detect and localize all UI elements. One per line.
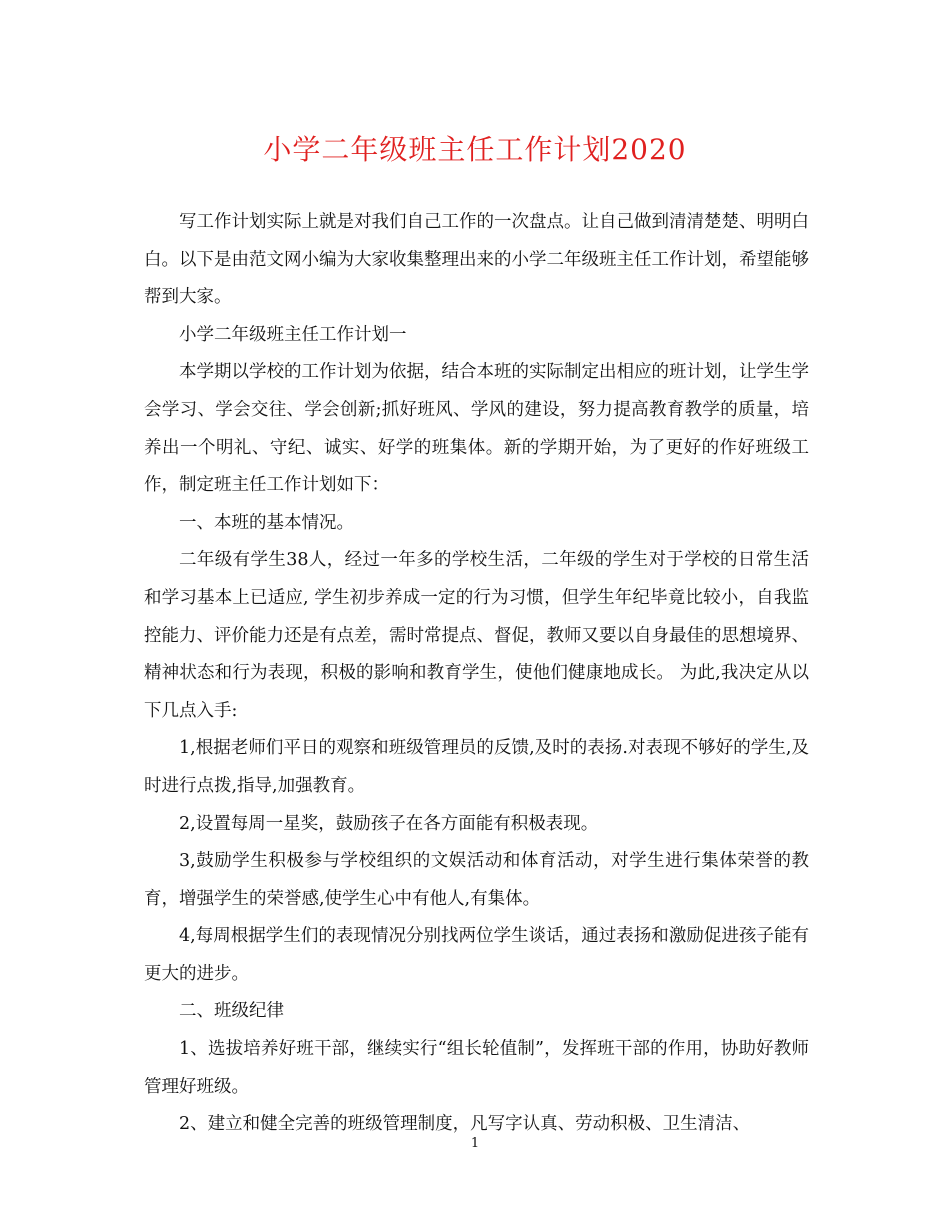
- intro-paragraph: 写工作计划实际上就是对我们自己工作的一次盘点。让自己做到清清楚楚、明明白白。以下是由范文网小编为大家收集整理出来的小学二年级班主任工作计划，希望能够帮到大家。: [144, 212, 809, 308]
- section-heading-basic-situation: 一、本班的基本情况。: [179, 512, 354, 533]
- list-item: 2,设置每周一星奖，鼓励孩子在各方面能有积极表现。: [179, 813, 599, 834]
- body-paragraph: 二年级有学生38人，经过一年多的学校生活，二年级的学生对于学校的日常生活和学习基本上已适应, 学生初步养成一定的行为习惯，但学生年纪毕竟比较小，自我监控能力、评价能力还是有点差，需时常提点、督促，教师又要以自身最佳的思想境界、精神状态和行为表现，积极的影响和教育学生，使他们健康地成长。 为此,我决定从以下几点入手:: [144, 550, 809, 721]
- list-item: 2、建立和健全完善的班级管理制度，凡写字认真、劳动积极、卫生清洁、: [179, 1114, 751, 1135]
- document-title: 小学二年级班主任工作计划2020: [263, 133, 687, 166]
- body-paragraph: 本学期以学校的工作计划为依据，结合本班的实际制定出相应的班计划，让学生学会学习、学会交往、学会创新;抓好班风、学风的建设，努力提高教育教学的质量，培养出一个明礼、守纪、诚实、好学的班集体。新的学期开始，为了更好的作好班级工作，制定班主任工作计划如下：: [144, 362, 809, 496]
- document-body: [144, 204, 809, 1144]
- page-number: 1: [470, 1136, 480, 1151]
- list-item: 1、选拔培养好班干部，继续实行“组长轮值制”，发挥班干部的作用，协助好教师管理好班级。: [144, 1039, 809, 1097]
- list-item: 4,每周根据学生们的表现情况分别找两位学生谈话，通过表扬和激励促进孩子能有更大的进步。: [144, 926, 809, 984]
- section-heading-class-discipline: 二、班级纪律: [179, 1001, 284, 1022]
- list-item: 3,鼓励学生积极参与学校组织的文娱活动和体育活动，对学生进行集体荣誉的教育，增强学生的荣誉感,使学生心中有他人,有集体。: [144, 851, 809, 909]
- section-heading-plan-one: 小学二年级班主任工作计划一: [179, 324, 407, 345]
- list-item: 1,根据老师们平日的观察和班级管理员的反馈,及时的表扬.对表现不够好的学生,及时进行点拨,指导,加强教育。: [144, 738, 809, 796]
